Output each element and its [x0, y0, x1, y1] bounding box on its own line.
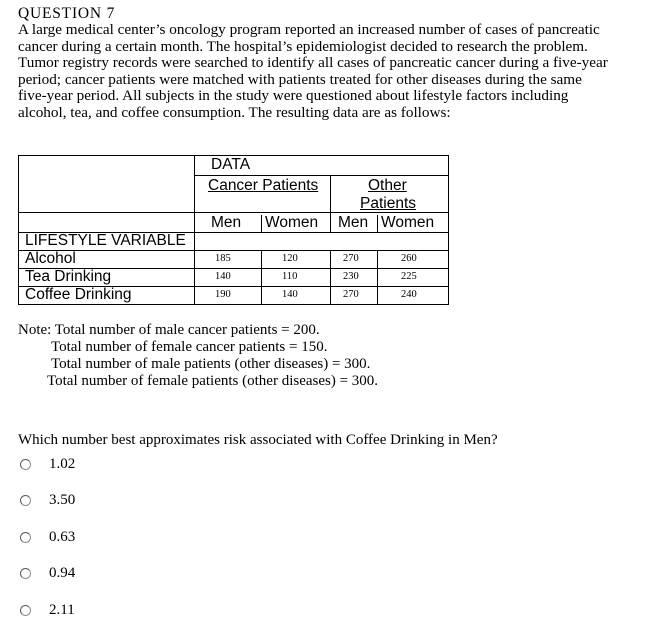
table-cell: 230 — [343, 271, 359, 282]
table-divider — [18, 250, 449, 251]
table-divider — [194, 155, 195, 250]
question-text — [18, 22, 648, 122]
col-men-header: Men — [211, 214, 242, 231]
question-prompt: Which number best approximates risk associated with Coffee Drinking in Men? — [18, 432, 498, 448]
row-header: LIFESTYLE VARIABLE — [25, 232, 186, 249]
table-divider — [261, 215, 262, 233]
radio-button[interactable] — [20, 605, 31, 616]
table-cell: 185 — [215, 253, 231, 264]
table-cell: 140 — [282, 289, 298, 300]
table-border — [18, 304, 449, 305]
table-cell: 270 — [343, 289, 359, 300]
table-cell: 120 — [282, 253, 298, 264]
table-cell: 190 — [215, 289, 231, 300]
col-women-header: Women — [265, 214, 319, 231]
table-divider — [261, 250, 262, 305]
table-border — [448, 155, 449, 305]
option-label[interactable]: 2.11 — [49, 602, 75, 618]
radio-button[interactable] — [20, 532, 31, 543]
row-label: Coffee Drinking — [25, 286, 132, 303]
question-text-line: alcohol, tea, and coffee consumption. The resulting data are as follows: — [18, 103, 451, 121]
table-cell: 110 — [282, 271, 298, 282]
cancer-patients-header: Cancer Patients — [208, 177, 319, 194]
table-cell: 270 — [343, 253, 359, 264]
table-divider — [194, 175, 449, 176]
table-divider — [18, 212, 449, 213]
table-cell: 240 — [401, 289, 417, 300]
note-line: Total number of female patients (other diseases) = 300. — [47, 373, 379, 389]
table-title: DATA — [211, 156, 251, 173]
option-label[interactable]: 0.94 — [49, 565, 76, 581]
radio-button[interactable] — [20, 459, 31, 470]
col-men-header: Men — [338, 214, 369, 231]
table-cell: 140 — [215, 271, 231, 282]
table-cell: 225 — [401, 271, 417, 282]
table-divider — [330, 250, 331, 305]
notes — [18, 322, 378, 390]
col-women-header: Women — [381, 214, 435, 231]
row-label: Tea Drinking — [25, 268, 112, 285]
question-text-line: cancer during a certain month. The hospital’s epidemiologist decided to research the problem. — [18, 37, 588, 55]
question-title: QUESTION 7 — [18, 5, 116, 22]
data-table — [18, 155, 449, 305]
radio-button[interactable] — [20, 568, 31, 579]
option-label[interactable]: 1.02 — [49, 456, 76, 472]
question-text-line: period; cancer patients were matched with patients treated for other diseases during the same — [18, 70, 582, 88]
table-divider — [330, 215, 331, 233]
question-text-line: five-year period. All subjects in the study were questioned about lifestyle factors including — [18, 87, 569, 105]
other-patients-header: Other — [368, 177, 407, 194]
question-text-line: Tumor registry records were searched to identify all cases of pancreatic cancer during a five-year — [18, 54, 608, 72]
radio-button[interactable] — [20, 495, 31, 506]
table-divider — [377, 215, 378, 233]
note-line: Total number of female cancer patients = 150. — [51, 339, 328, 355]
table-border — [18, 155, 19, 305]
table-cell: 260 — [401, 253, 417, 264]
note-line: Total number of male patients (other diseases) = 300. — [51, 356, 371, 372]
row-label: Alcohol — [25, 250, 76, 267]
table-divider — [377, 250, 378, 305]
table-divider — [194, 250, 195, 305]
note-line: Note: Total number of male cancer patients = 200. — [18, 322, 320, 338]
other-patients-header: Patients — [360, 195, 417, 212]
option-label[interactable]: 3.50 — [49, 492, 76, 508]
question-text-line: A large medical center’s oncology program reported an increased number of cases of pancreatic — [18, 21, 600, 38]
option-label[interactable]: 0.63 — [49, 529, 76, 545]
